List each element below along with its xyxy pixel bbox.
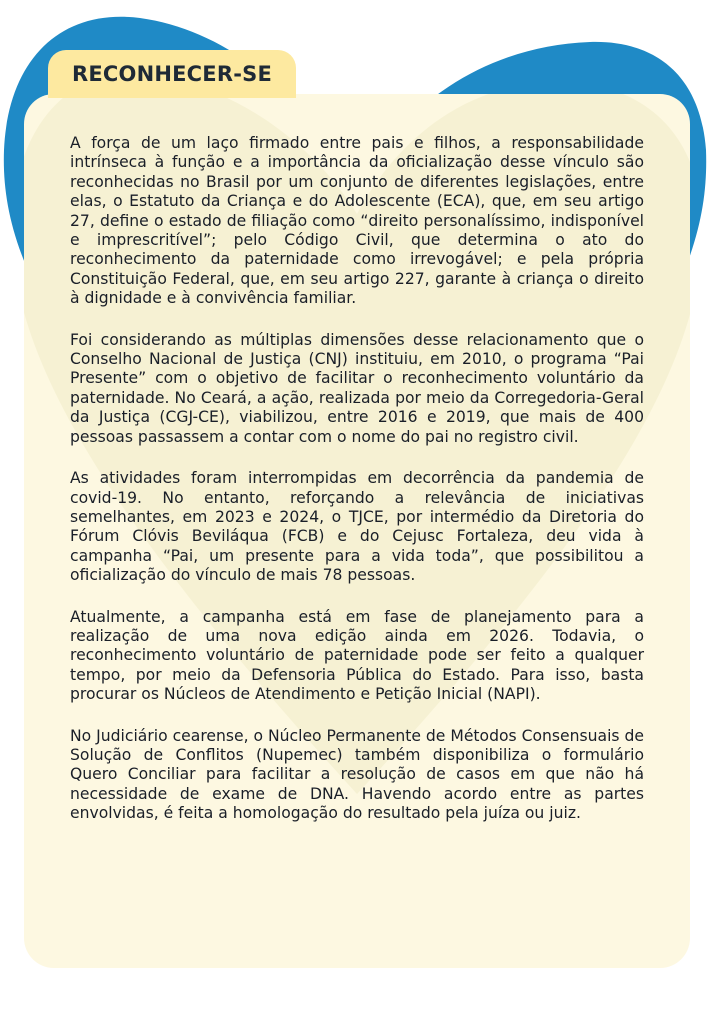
paragraph-1: A força de um laço firmado entre pais e filhos, a responsabilidade intrínseca à função e a importância da oficialização desse vínculo são reconhecidas no Brasil por um conjunto de diferentes legislações, entre elas, o Estatuto da Criança e do Adolescente (ECA), que, em seu artigo 27, define o estado de filiação como “direito personalíssimo, indisponível e imprescritível”; pelo Código Civil, que determina o ato do reconhecimento da paternidade como irrevogável; e pela própria Constituição Federal, que, em seu artigo 227, garante à criança o direito à dignidade e à convivência familiar.: [70, 134, 644, 308]
section-title-tab: [48, 50, 296, 98]
paragraph-4: Atualmente, a campanha está em fase de planejamento para a realização de uma nova edição ainda em 2026. Todavia, o reconhecimento voluntário de paternidade pode ser feito a qualquer tempo, por meio da Defensoria Pública do Estado. Para isso, basta procurar os Núcleos de Atendimento e Petição Inicial (NAPI).: [70, 607, 644, 704]
article-body: [70, 134, 644, 846]
paragraph-5: No Judiciário cearense, o Núcleo Permanente de Métodos Consensuais de Solução de Conflitos (Nupemec) também disponibiliza o formulário Quero Conciliar para facilitar a resolução de casos em que não há necessidade de exame de DNA. Havendo acordo entre as partes envolvidas, é feita a homologação do resultado pela juíza ou juiz.: [70, 726, 644, 823]
paragraph-2: Foi considerando as múltiplas dimensões desse relacionamento que o Conselho Nacional de Justiça (CNJ) instituiu, em 2010, o programa “Pai Presente” com o objetivo de facilitar o reconhecimento voluntário da paternidade. No Ceará, a ação, realizada por meio da Corregedoria-Geral da Justiça (CGJ-CE), viabilizou, entre 2016 e 2019, que mais de 400 pessoas passassem a contar com o nome do pai no registro civil.: [70, 330, 644, 446]
section-title: RECONHECER-SE: [72, 62, 272, 86]
paragraph-3: As atividades foram interrompidas em decorrência da pandemia de covid-19. No entanto, reforçando a relevância de iniciativas semelhantes, em 2023 e 2024, o TJCE, por intermédio da Diretoria do Fórum Clóvis Beviláqua (FCB) e do Cejusc Fortaleza, deu vida à campanha “Pai, um presente para a vida toda”, que possibilitou a oficialização do vínculo de mais 78 pessoas.: [70, 469, 644, 585]
